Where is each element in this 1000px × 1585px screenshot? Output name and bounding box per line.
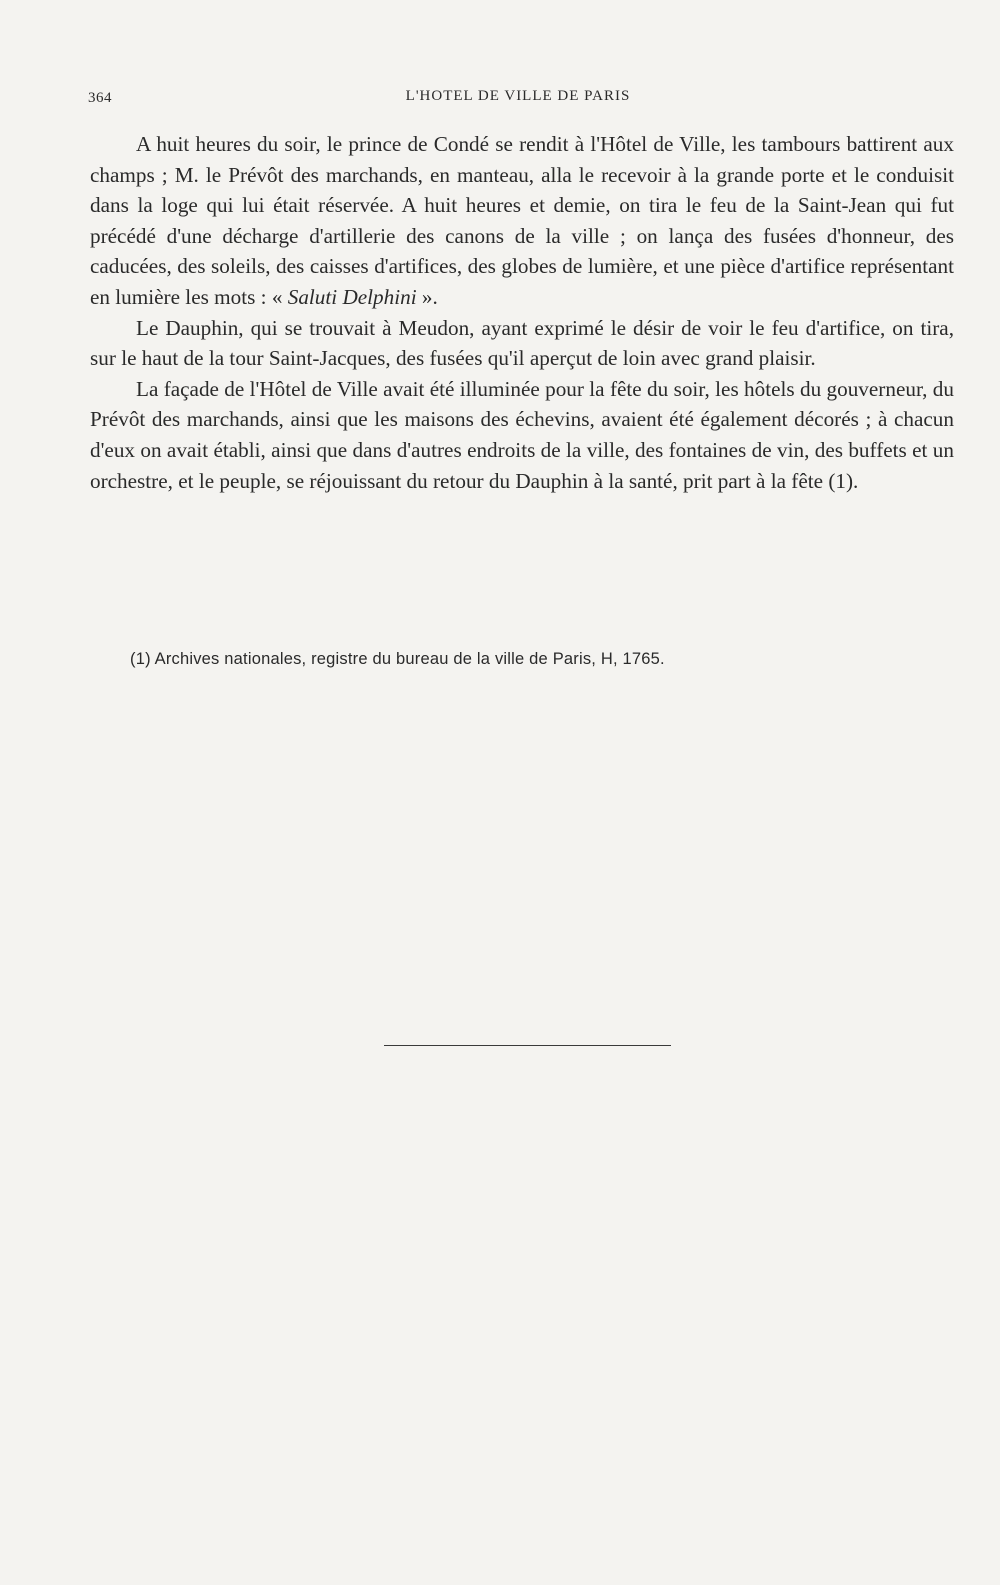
running-header (88, 88, 948, 112)
body-text (90, 129, 954, 496)
footnote: (1) Archives nationales, registre du bureau de la ville de Paris, H, 1765. (130, 650, 665, 668)
running-title: L'HOTEL DE VILLE DE PARIS (405, 88, 631, 104)
paragraph-1-text: A huit heures du soir, le prince de Condé se rendit à l'Hôtel de Ville, les tambours battirent aux champs ; M. le Prévôt des marchands, en manteau, alla le recevoir à la grande porte et le conduisit dans la loge qui lui était réservée. A huit heures et demie, on tira le feu de la Saint-Jean qui fut précédé d'une décharge d'artillerie des canons de la ville ; on lança des fusées d'honneur, des caducées, des soleils, des caisses d'artifices, des globes de lumière, et une pièce d'artifice représentant en lumière les mots : « (90, 132, 954, 309)
paragraph-1 (90, 129, 954, 313)
page-number: 364 (88, 90, 112, 106)
paragraph-2: Le Dauphin, qui se trouvait à Meudon, ayant exprimé le désir de voir le feu d'artifice, on tira, sur le haut de la tour Saint-Jacques, des fusées qu'il aperçut de loin avec grand plaisir. (90, 315, 954, 371)
paragraph-1-text-end: ». (416, 284, 438, 309)
paragraph-3: La façade de l'Hôtel de Ville avait été illuminée pour la fête du soir, les hôtels du gouverneur, du Prévôt des marchands, ainsi que les maisons des échevins, avaient été également décorés ; à chacun d'eux on avait établi, ainsi que dans d'autres endroits de la ville, des fontaines de vin, des buffets et un orchestre, et le peuple, se réjouissant du retour du Dauphin à la santé, prit part à la fête (1). (90, 376, 954, 493)
closing-rule (384, 1045, 671, 1046)
paragraph-1-italic-phrase: Saluti Delphini (287, 284, 417, 309)
